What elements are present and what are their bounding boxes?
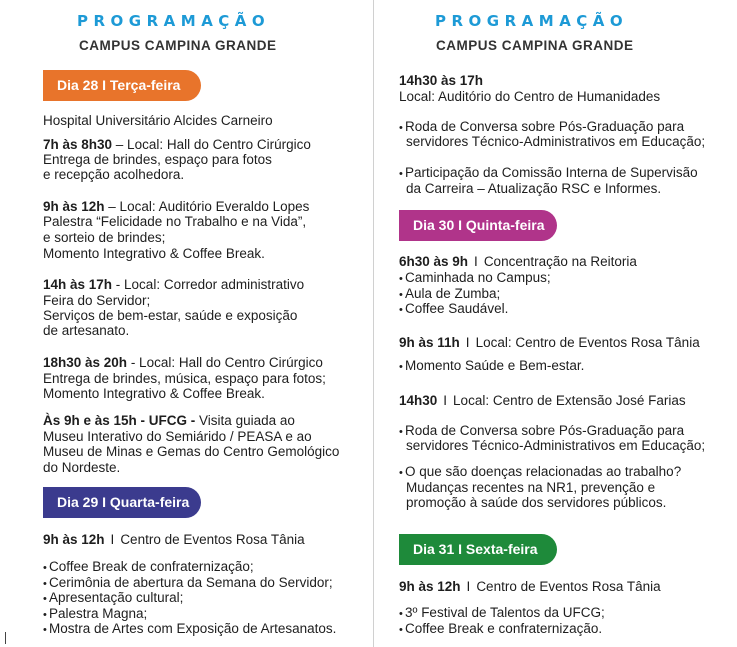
list-item: • Roda de Conversa sobre Pós-Graduação para	[399, 423, 685, 438]
block1-location: – Local: Hall do Centro Cirúrgico	[112, 137, 311, 152]
block1-line2: Entrega de brindes, espaço para fotos	[43, 152, 272, 167]
list-item: • Cerimônia de abertura da Semana do Servidor;	[43, 575, 333, 590]
block3-line2: Feira do Servidor;	[43, 293, 151, 308]
list-item: • O que são doenças relacionadas ao trabalho?	[399, 464, 682, 479]
list-item: • Coffee Break de confraternização;	[43, 559, 254, 574]
campus-subtitle: CAMPUS CAMPINA GRANDE	[79, 38, 277, 53]
d31-time-place: 9h às 12h I Centro de Eventos Rosa Tânia	[399, 579, 661, 594]
block1-time: 7h às 8h30	[43, 137, 113, 152]
block5-line4: do Nordeste.	[43, 460, 121, 475]
block2-line4: Momento Integrativo & Coffee Break.	[43, 246, 265, 261]
block2-location: – Local: Auditório Everaldo Lopes	[104, 199, 310, 214]
list-item: • Mostra de Artes com Exposição de Artesanatos.	[43, 621, 337, 636]
list-item-cont: promoção à saúde dos servidores públicos.	[406, 495, 667, 510]
d30-time-place-1: 6h30 às 9h I Concentração na Reitoria	[399, 254, 637, 269]
list-item: • Participação da Comissão Interna de Supervisão	[399, 165, 698, 180]
block5-line1	[43, 413, 295, 429]
d30-time-place-2: 9h às 11h I Local: Centro de Eventos Rosa Tânia	[399, 335, 700, 350]
block4-line3: Momento Integrativo & Coffee Break.	[43, 386, 265, 401]
programacao-title: PROGRAMAÇÃO	[435, 12, 629, 30]
day-30-pill: Dia 30 I Quinta-feira	[399, 210, 557, 241]
day-29-pill: Dia 29 I Quarta-feira	[43, 487, 201, 518]
block4-time: 18h30 às 20h	[43, 355, 128, 370]
block2-line3: e sorteio de brindes;	[43, 230, 166, 245]
list-item: • Roda de Conversa sobre Pós-Graduação para	[399, 119, 685, 134]
list-item: • Palestra Magna;	[43, 606, 148, 621]
list-item-cont: servidores Técnico-Administrativos em Educação;	[406, 438, 706, 453]
list-item: • Coffee Break e confraternização.	[399, 621, 603, 636]
block2-line1	[43, 199, 309, 215]
list-item: • Coffee Saudável.	[399, 301, 509, 316]
r1-time: 14h30 às 17h	[399, 73, 484, 88]
block3-line1	[43, 277, 304, 293]
day29-time: 9h às 12h	[43, 532, 105, 547]
list-item: • Caminhada no Campus;	[399, 270, 551, 285]
list-item: • Aula de Zumba;	[399, 286, 501, 301]
block5-location: Visita guiada ao	[195, 413, 295, 428]
list-item-cont: Mudanças recentes na NR1, prevenção e	[406, 480, 656, 495]
list-item-cont: servidores Técnico-Administrativos em Educação;	[406, 134, 706, 149]
block1-line3: e recepção acolhedora.	[43, 167, 185, 182]
block4-location: - Local: Hall do Centro Cirúrgico	[127, 355, 323, 370]
block3-line3: Serviços de bem-estar, saúde e exposição	[43, 308, 298, 323]
venue-hospital: Hospital Universitário Alcides Carneiro	[43, 113, 273, 128]
block3-time: 14h às 17h	[43, 277, 113, 292]
list-item: • Apresentação cultural;	[43, 590, 184, 605]
day29-place: Centro de Eventos Rosa Tânia	[120, 532, 305, 547]
list-item: • Momento Saúde e Bem-estar.	[399, 358, 585, 373]
column-divider	[373, 0, 374, 647]
block5-time: Às 9h e às 15h - UFCG -	[43, 413, 196, 428]
block4-line2: Entrega de brindes, música, espaço para fotos;	[43, 371, 326, 386]
r1-place: Local: Auditório do Centro de Humanidades	[399, 89, 661, 104]
block5-line2: Museu Interativo do Semiárido / PEASA e ao	[43, 429, 312, 444]
block4-line1	[43, 355, 323, 371]
d30-time-place-3: 14h30 I Local: Centro de Extensão José Farias	[399, 393, 686, 408]
list-item-cont: da Carreira – Atualização RSC e Informes.	[406, 181, 662, 196]
block2-time: 9h às 12h	[43, 199, 105, 214]
block5-line3: Museu de Minas e Gemas do Centro Gemológico	[43, 444, 340, 459]
campus-subtitle: CAMPUS CAMPINA GRANDE	[436, 38, 634, 53]
block2-line2: Palestra “Felicidade no Trabalho e na Vida”,	[43, 214, 307, 229]
list-item: • 3º Festival de Talentos da UFCG;	[399, 605, 605, 620]
edge-mark	[5, 632, 6, 644]
block1-line1	[43, 137, 311, 153]
day-28-pill: Dia 28 I Terça-feira	[43, 70, 201, 101]
programacao-title: PROGRAMAÇÃO	[77, 12, 271, 30]
day29-time-place: 9h às 12h I Centro de Eventos Rosa Tânia	[43, 532, 305, 547]
block3-line4: de artesanato.	[43, 323, 130, 338]
block3-location: - Local: Corredor administrativo	[112, 277, 305, 292]
day-31-pill: Dia 31 I Sexta-feira	[399, 534, 557, 565]
